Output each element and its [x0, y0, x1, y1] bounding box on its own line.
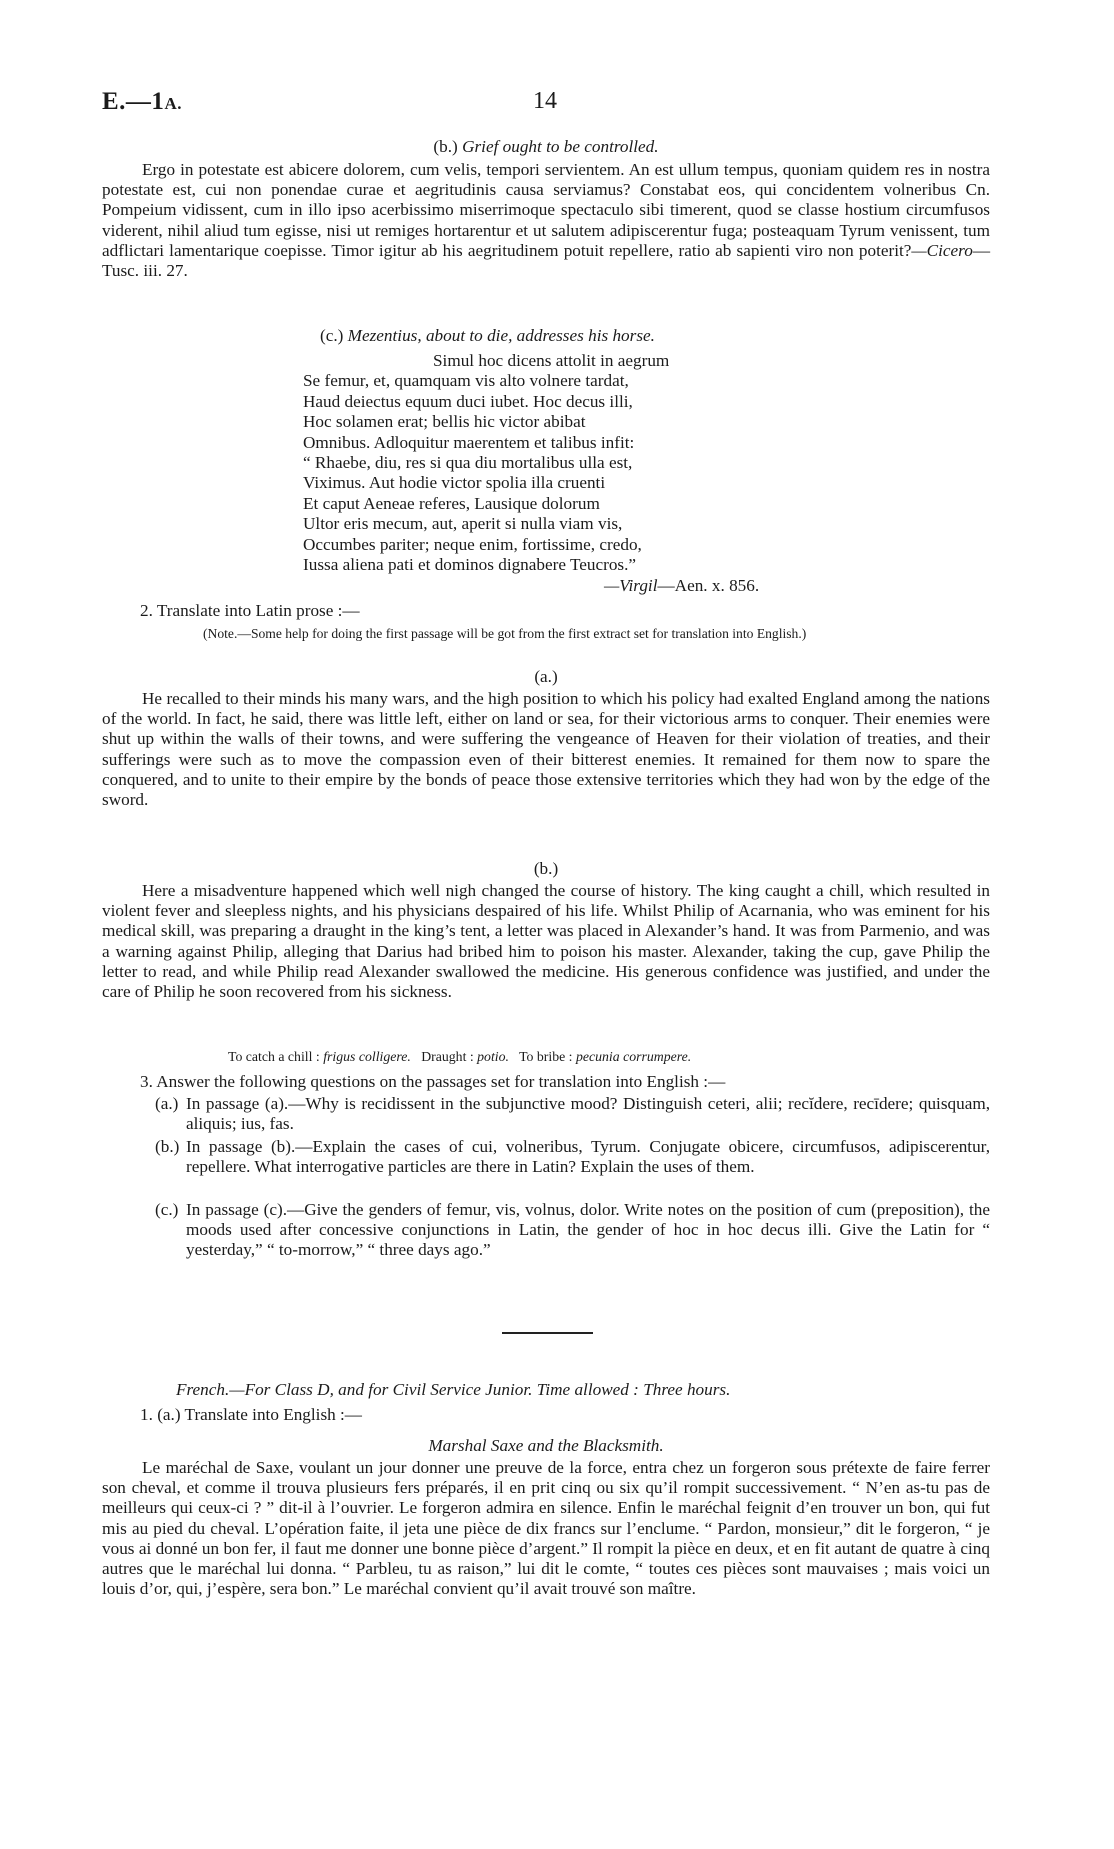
- question-3a: [155, 1094, 990, 1134]
- code-main: E.—1: [102, 88, 165, 115]
- latin-b-ref: —Tusc. iii. 27.: [102, 240, 990, 281]
- french-passage-title: Marshal Saxe and the Blacksmith.: [428, 1436, 664, 1455]
- question-3: [140, 1072, 725, 1092]
- verse-line: Se femur, et, quamquam vis alto volnere tardat,: [303, 371, 629, 391]
- verse-line: Ultor eris mecum, aut, aperit si nulla viam vis,: [303, 514, 623, 534]
- verse-line: Viximus. Aut hodie victor spolia illa cruenti: [303, 473, 606, 493]
- latin-b-text: Ergo in potestate est abicere dolorem, cum velis, tempori servientem. An est ullum tempus, quoniam quidem res in nostra potestate est, cui non ponendae curae et aegritudinis causa serviamus? Constabat eos, qui concidentem volneribus Cn. Pompeium vidissent, cum in illo ipso acerbissimo miserrimoque spectaculo sibi timerent, quod se classe hostium circumfusos viderent, nihil aliud tum egisse, nisi ut remiges hortarentur et ut salutem adipiscerentur fuga; posteaquam Tyrum venissent, tum adflictari lamentarique coepisse. Timor igitur ab his aegritudinem potuit repellere, ratio ab sapienti viro non poterit?: [102, 160, 990, 260]
- latin-b-author: —Cicero: [911, 240, 973, 260]
- hint-value: pecunia corrumpere.: [575, 1049, 692, 1064]
- french-heading: French.—For Class D, and for Civil Service Junior. Time allowed : Three hours.: [176, 1380, 731, 1399]
- verse-line: Simul hoc dicens attolit in aegrum: [433, 351, 670, 370]
- verse-line: “ Rhaebe, diu, res si qua diu mortalibus ulla est,: [303, 453, 633, 473]
- question-3b: [155, 1137, 990, 1177]
- question-3c: [155, 1200, 990, 1261]
- prose-note: (Note.—Some help for doing the first passage will be got from the first extract set for translation into English.): [203, 626, 807, 641]
- q3-text: Answer the following questions on the passages set for translation into English :—: [156, 1072, 726, 1091]
- french-q1-label: 1.: [140, 1405, 153, 1424]
- section-divider: [502, 1332, 593, 1334]
- verse-line: Et caput Aeneae referes, Lausique dolorum: [303, 493, 600, 513]
- french-passage: Le maréchal de Saxe, voulant un jour donner une preuve de la force, entra chez un forgeron sous prétexte de faire ferrer son cheval, et comme il trouva plusieurs fers préparés, il en prit cinq ou six qu’il rompit successivement. “ N’en as-tu pas de meilleurs qui ceux-ci ? ” dit-il à l’ouvrier. Le forgeron admira en silence. Enfin le maréchal feignit d’en trouver un bon, qui fut mis au pied du cheval. L’opération faite, il jeta une pièce de dix francs sur l’enclume. “ Pardon, monsieur,” dit le forgeron, “ je vous ai donné un bon fer, il faut me donner une bonne pièce d’argent.” Il rompit la pièce en deux, et en fit autant de quatre à cinq autres que le maréchal lui donna. “ Parbleu, tu as raison,” lui dit le comte, “ toutes ces pièces sont mauvaises ; mais voici un louis d’or, qui, j’espère, sera bon.” Le maréchal convient qu’il avait trouvé son maître.: [102, 1458, 990, 1599]
- q3c-text: In passage (c).—Give the genders of femur, vis, volnus, dolor. Write notes on the position of cum (preposition), the moods used after concessive conjunctions in Latin, the gender of hoc in hoc decus illi. Give the Latin for “ yesterday,” “ to-morrow,” “ three days ago.”: [186, 1200, 990, 1260]
- latin-c-heading: [320, 326, 655, 346]
- verse-line: Omnibus. Adloquitur maerentem et talibus infit:: [303, 432, 635, 452]
- q2-label: 2.: [140, 601, 153, 620]
- latin-b-label: (b.): [433, 137, 458, 156]
- q3c-label: (c.): [155, 1200, 179, 1219]
- latin-c-citation: [604, 576, 759, 596]
- q3a-label: (a.): [155, 1094, 179, 1113]
- latin-b-heading: [102, 137, 990, 157]
- verse-line: Occumbes pariter; neque enim, fortissime, credo,: [303, 534, 642, 554]
- verse-line: Haud deiectus equum duci iubet. Hoc decus illi,: [303, 391, 633, 411]
- latin-b-title: Grief ought to be controlled.: [462, 137, 659, 156]
- verse-line: Hoc solamen erat; bellis hic victor abibat: [303, 412, 586, 432]
- prose-b-label: (b.): [533, 859, 559, 878]
- hint-label: To bribe :: [519, 1049, 573, 1064]
- hint-value: potio.: [477, 1049, 509, 1064]
- code-sub: A.: [164, 94, 182, 113]
- latin-c-label: (c.): [320, 326, 344, 345]
- page-number: 14: [533, 88, 557, 114]
- prose-a-paragraph: He recalled to their minds his many wars, and the high position to which his policy had exalted England among the nations of the world. In fact, he said, there was little left, either on land or sea, for their victorious arms to conquer. Their enemies were shut up within the walls of their towns, and were suffering the vengeance of Heaven for their violation of treaties, and their sufferings were such as to move the compassion even of their bitterest enemies. It remained for them now to spare the conquered, and to unite to their empire by the bonds of peace those extensive territories which they had won by the edge of the sword.: [102, 689, 990, 810]
- hint-value: frigus colligere.: [323, 1049, 411, 1064]
- vocabulary-hints: [228, 1049, 691, 1065]
- question-2: [140, 601, 360, 621]
- french-question-1: [140, 1405, 362, 1425]
- q3-label: 3.: [140, 1072, 153, 1091]
- latin-c-title: Mezentius, about to die, addresses his horse.: [347, 326, 655, 345]
- q3b-label: (b.): [155, 1137, 180, 1156]
- prose-a-label: (a.): [534, 667, 558, 686]
- latin-c-verse: [303, 351, 823, 575]
- hint-label: To catch a chill :: [228, 1049, 320, 1064]
- latin-c-author: —Virgil: [604, 576, 658, 595]
- latin-b-paragraph: [102, 160, 990, 281]
- q3b-text: In passage (b).—Explain the cases of cui, volneribus, Tyrum. Conjugate obicere, circumfusos, adipiscerentur, repellere. What interrogative particles are there in Latin? Explain the uses of them.: [186, 1137, 990, 1177]
- verse-line: Iussa aliena pati et dominos dignabere Teucros.”: [303, 555, 637, 575]
- prose-b-paragraph: Here a misadventure happened which well nigh changed the course of history. The king caught a chill, which resulted in violent fever and sleepless nights, and his physicians despaired of his life. Whilst Philip of Acarnania, who was eminent for his medical skill, was preparing a draught in the king’s tent, a letter was placed in Alexander’s hand. It was from Parmenio, and was a warning against Philip, alleging that Darius had bribed him to poison his master. Alexander, taking the cup, gave Philip the letter to read, and while Philip read Alexander swallowed the medicine. His generous confidence was justified, and under the care of Philip he soon recovered from his sickness.: [102, 881, 990, 1002]
- document-code: [102, 88, 182, 116]
- q2-text: Translate into Latin prose :—: [156, 601, 360, 620]
- q3a-text: In passage (a).—Why is recidissent in the subjunctive mood? Distinguish ceteri, alii; recĭdere, recīdere; quisquam, aliquis; ius, fas.: [186, 1094, 990, 1134]
- latin-c-ref: —Aen. x. 856.: [657, 576, 760, 595]
- french-q1-text: (a.) Translate into English :—: [157, 1405, 362, 1424]
- hint-label: Draught :: [421, 1049, 474, 1064]
